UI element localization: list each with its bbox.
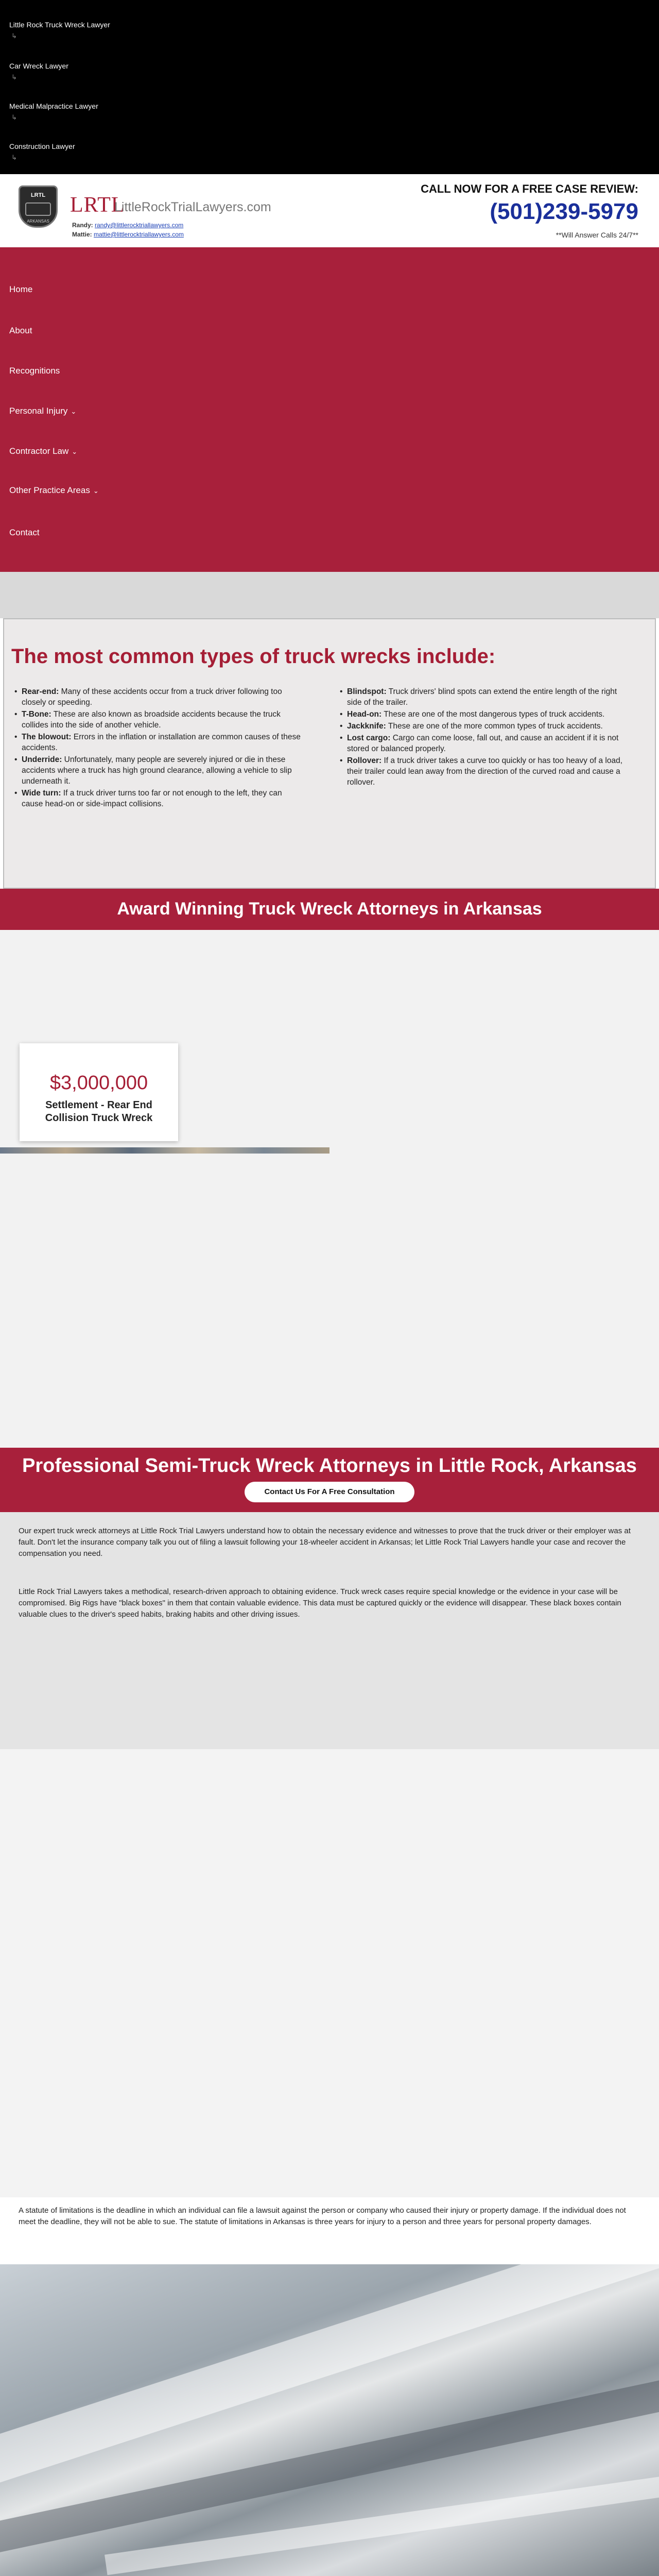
term-text: These are one of the more common types of truck accidents. xyxy=(386,722,603,731)
professional-banner xyxy=(0,1448,659,1512)
term: Underride: xyxy=(22,755,62,764)
list-item xyxy=(13,686,302,708)
phone-link[interactable]: (501)239-5979 xyxy=(490,199,638,224)
topbar-link-construction[interactable]: Construction Lawyer xyxy=(9,142,75,150)
topbar-link-truck-wreck[interactable]: Little Rock Truck Wreck Lawyer xyxy=(9,21,110,29)
term: Blindspot: xyxy=(347,687,387,696)
term-text: These are one of the most dangerous types of truck accidents. xyxy=(381,710,605,719)
site-logo-text[interactable]: LittleRockTrialLawyers.com xyxy=(114,200,271,214)
nav-label: Recognitions xyxy=(9,366,60,376)
contact-mattie xyxy=(72,231,184,238)
term: Head-on: xyxy=(347,710,382,719)
badge-subtitle: ARKANSAS xyxy=(27,219,49,224)
main-nav xyxy=(0,247,659,572)
photo-strip-image xyxy=(0,1147,330,1154)
term: Rear-end: xyxy=(22,687,59,696)
nav-label: Home xyxy=(9,284,33,294)
result-card xyxy=(20,1043,178,1141)
nav-item-contact[interactable] xyxy=(9,528,40,538)
contact-randy xyxy=(72,222,183,229)
nav-item-contractor-law[interactable] xyxy=(9,446,77,456)
term: T-Bone: xyxy=(22,710,51,719)
paragraph: Our expert truck wreck attorneys at Little Rock Trial Lawyers understand how to obtain the necessary evidence and witnesses to prove that the truck driver or their employer was at fault. Don't let the insurance company talk you out of filing a lawsuit following your 18-wheeler accident in Arkansas; let Little Rock Trial Lawyers handle your case and recover the compensation you need. xyxy=(19,1527,631,1558)
term-text: These are also known as broadside accidents because the truck collides into the side of another vehicle. xyxy=(22,710,281,730)
submenu-arrow-icon: ↳ xyxy=(11,32,17,40)
highway-photo xyxy=(0,2264,659,2576)
free-consultation-button[interactable]: Contact Us For A Free Consultation xyxy=(245,1482,414,1502)
section-spacer xyxy=(0,572,659,618)
list-item xyxy=(13,732,302,753)
list-item xyxy=(339,721,627,732)
email-link[interactable]: randy@littlerocktriallawyers.com xyxy=(95,222,184,229)
truck-wreck-types-section xyxy=(3,618,656,889)
site-header xyxy=(0,174,659,247)
topbar-link-medical-malpractice[interactable]: Medical Malpractice Lawyer xyxy=(9,102,98,110)
contact-label: Randy: xyxy=(72,222,93,229)
nav-item-about[interactable] xyxy=(9,326,32,336)
result-amount: $3,000,000 xyxy=(49,1072,148,1094)
list-item xyxy=(13,709,302,731)
professional-body xyxy=(0,1512,659,1749)
nav-label: Personal Injury xyxy=(9,406,68,416)
term-text: If a truck driver turns too far or not enough to the left, they can cause head-on or side-impact collisions. xyxy=(22,789,282,808)
email-link[interactable]: mattie@littlerocktriallawyers.com xyxy=(94,231,184,238)
nav-item-personal-injury[interactable] xyxy=(9,406,76,416)
list-item xyxy=(13,788,302,809)
term-text: If a truck driver takes a curve too quickly or has too heavy of a load, their trailer could lean away from the direction of the curved road and cause a rollover. xyxy=(347,756,623,787)
cta-note: **Will Answer Calls 24/7** xyxy=(556,231,638,239)
nav-label: Contractor Law xyxy=(9,446,69,456)
badge-emblem-icon xyxy=(25,202,51,216)
submenu-arrow-icon: ↳ xyxy=(11,113,17,121)
badge-title: LRTL xyxy=(30,192,46,198)
topbar-link-car-wreck[interactable]: Car Wreck Lawyer xyxy=(9,62,68,70)
statute-paragraph: A statute of limitations is the deadline in which an individual can file a lawsuit against the person or company who caused their injury or property damage. If the individual does not meet the deadline, they will not be able to sue. The statute of limitations in Arkansas is three years for injury to a person and three years for personal property damages. xyxy=(19,2206,626,2226)
submenu-arrow-icon: ↳ xyxy=(11,154,17,161)
award-banner xyxy=(0,889,659,930)
site-logo-mark[interactable]: LRTL xyxy=(70,193,125,217)
professional-title: Professional Semi-Truck Wreck Attorneys in Little Rock, Arkansas xyxy=(22,1455,637,1477)
list-item xyxy=(339,709,627,720)
contact-label: Mattie: xyxy=(72,231,92,238)
nav-label: Contact xyxy=(9,528,40,537)
types-list-right xyxy=(339,686,627,789)
award-title: Award Winning Truck Wreck Attorneys in Arkansas xyxy=(117,899,542,919)
term-text: Truck drivers' blind spots can extend the entire length of the right side of the trailer. xyxy=(347,687,617,707)
content-spacer xyxy=(0,1749,659,2197)
submenu-arrow-icon: ↳ xyxy=(11,73,17,81)
nav-label: About xyxy=(9,326,32,335)
term: Rollover: xyxy=(347,756,382,765)
term-text: Cargo can come loose, fall out, and cause an accident if it is not stored or balanced properly. xyxy=(347,734,619,753)
section-title: The most common types of truck wrecks include: xyxy=(11,645,496,668)
top-site-menu xyxy=(0,0,659,174)
term: Lost cargo: xyxy=(347,734,391,742)
chevron-down-icon: ⌄ xyxy=(72,448,78,455)
nav-label: Other Practice Areas xyxy=(9,485,90,495)
chevron-down-icon: ⌄ xyxy=(93,487,99,495)
term-text: Errors in the inflation or installation are common causes of these accidents. xyxy=(22,733,301,752)
cta-label: CALL NOW FOR A FREE CASE REVIEW: xyxy=(421,182,638,195)
chevron-down-icon: ⌄ xyxy=(71,408,77,415)
list-item xyxy=(339,686,627,708)
term-text: Many of these accidents occur from a truck driver following too closely or speeding. xyxy=(22,687,282,707)
paragraph: Little Rock Trial Lawyers takes a methodical, research-driven approach to obtaining evidence. Truck wreck cases require special knowledge or the evidence in your case will be compromised. Big Rigs have "black boxes" in them that contain valuable evidence. This data must be captured quickly or the evidence will disappear. These black boxes contain valuable clues to the driver's speed habits, braking habits and other driving issues. xyxy=(19,1587,621,1619)
term: The blowout: xyxy=(22,733,72,741)
term: Wide turn: xyxy=(22,789,61,798)
result-description: Settlement - Rear End Collision Truck Wreck xyxy=(45,1099,153,1124)
list-item xyxy=(13,754,302,787)
nav-item-other-practice-areas[interactable] xyxy=(9,485,99,496)
results-section xyxy=(0,930,659,1448)
types-list-left xyxy=(13,686,302,810)
nav-item-recognitions[interactable] xyxy=(9,366,60,376)
list-item xyxy=(339,755,627,788)
list-item xyxy=(339,733,627,754)
nav-item-home[interactable] xyxy=(9,284,32,295)
award-badge-logo xyxy=(19,185,58,228)
term: Jackknife: xyxy=(347,722,386,731)
term-text: Unfortunately, many people are severely injured or die in these accidents where a truck has high ground clearance, allowing a vehicle to slip underneath it. xyxy=(22,755,292,786)
